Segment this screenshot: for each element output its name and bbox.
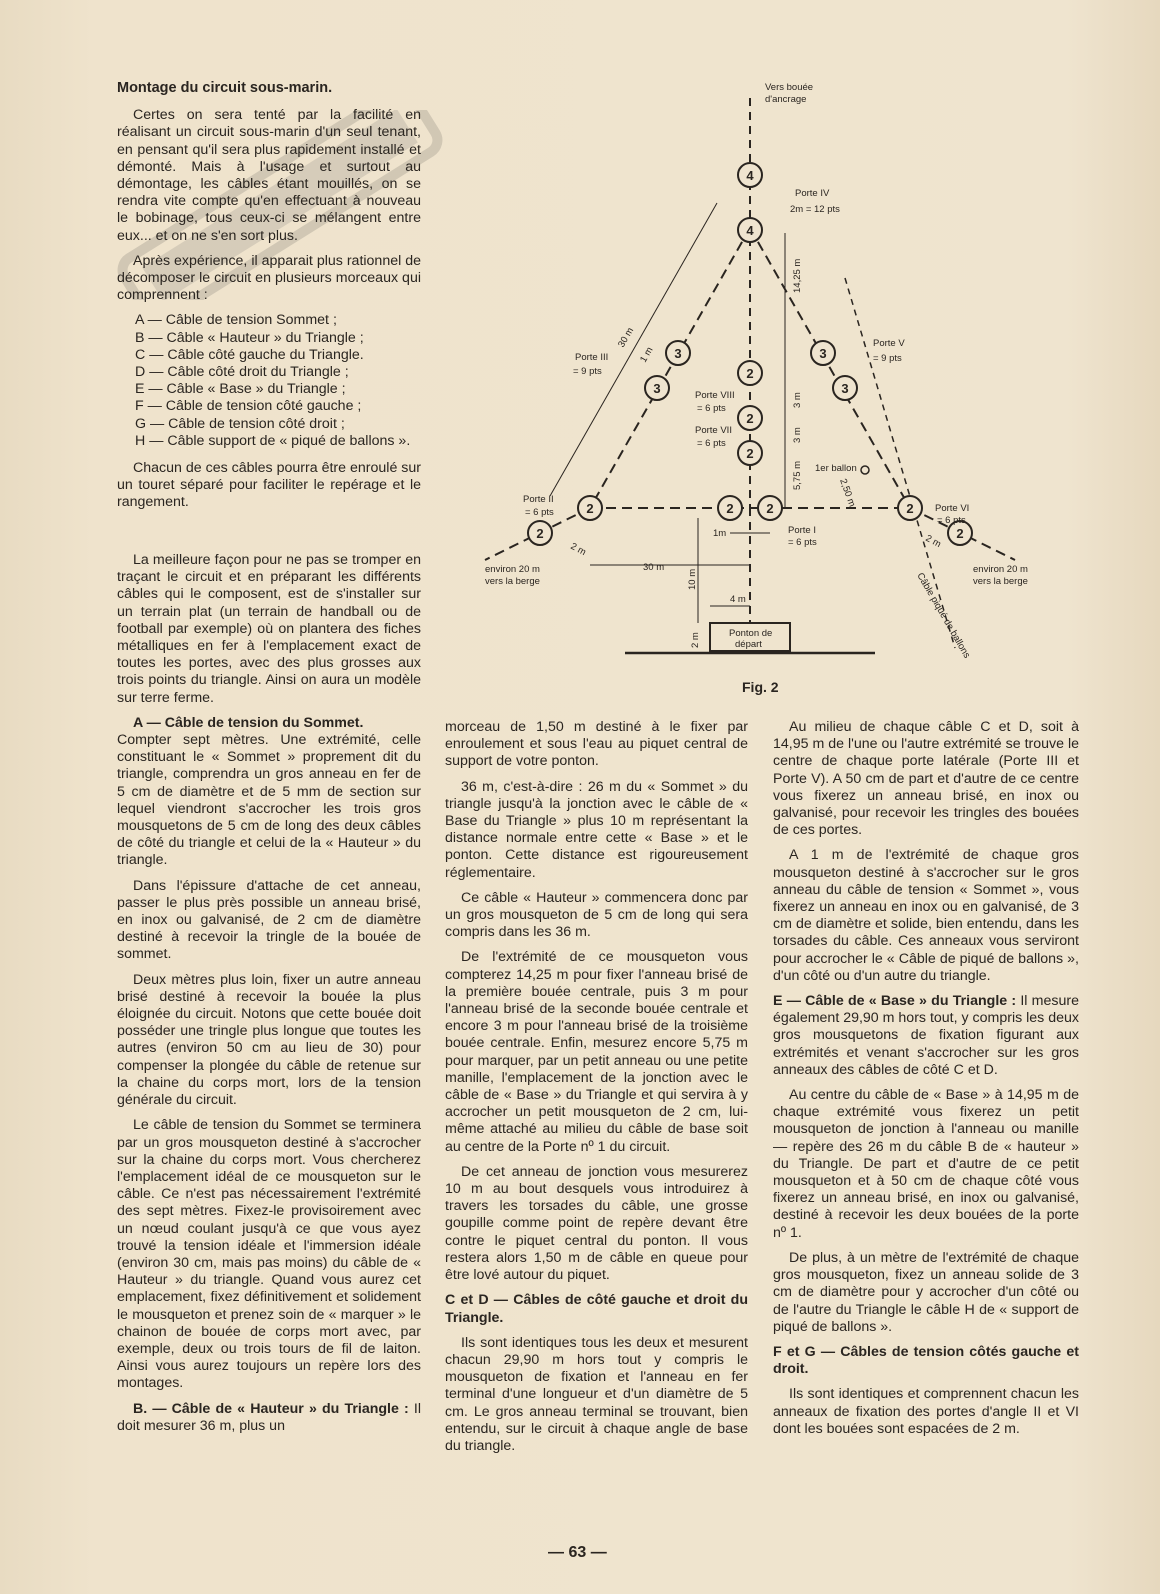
label: 2 m xyxy=(690,632,701,648)
paragraph: Dans l'épissure d'attache de cet anneau, passer le plus près possible un anneau brisé, en inox ou galvanisé, de 2 cm de diamètre destiné à recevoir la tringle de la bouée de sommet. xyxy=(117,877,421,963)
svg-text:3: 3 xyxy=(841,381,849,396)
balloon-cable xyxy=(845,278,955,648)
paragraph: Au centre du câble de « Base » à 14,95 m de chaque extrémité vous fixerez un petit mousqueton de jonction à l'anneau ou manille — repère des 26 m du câble B de « hauteur » du Triangle. De part et d'autre de ce petit mousqueton et à 50 cm de chaque côté vous fixerez un anneau brisé, en inox ou galvanisé, destiné à recevoir les deux bouées de la porte nº 1. xyxy=(773,1087,1079,1241)
paragraph: morceau de 1,50 m destiné à le fixer par enroulement et sous l'eau au piquet central de support de votre ponton. xyxy=(445,719,748,770)
heading-cd: C et D — Câbles de côté gauche et droit du Triangle. xyxy=(445,1292,748,1326)
list-item: C — Câble côté gauche du Triangle. xyxy=(135,346,364,363)
label: 3 m xyxy=(792,427,803,443)
svg-text:2: 2 xyxy=(746,411,754,426)
svg-text:2: 2 xyxy=(746,446,754,461)
buoy xyxy=(578,496,602,520)
label: 2 m xyxy=(568,540,588,559)
label: 1m xyxy=(713,528,727,539)
label: 2,50 m xyxy=(837,477,858,509)
label: vers la berge xyxy=(485,576,540,587)
paragraph: Ce câble « Hauteur » commencera donc par un gros mousqueton de 5 cm de long qui sera compris dans les 36 m. xyxy=(445,889,748,941)
label: 5,75 m xyxy=(792,460,803,490)
paragraph: Après expérience, il apparait plus rationnel de décomposer le circuit en plusieurs morceaux qui comprennent : xyxy=(117,252,421,304)
paragraph: De cet anneau de jonction vous mesurerez 10 m au bout desquels vous introduirez à travers les torsades du câble, une grosse goupille comme point de repère devant être contre le piquet central du ponton. Il vous restera alors 1,50 m de câble en queue pour être lové autour du piquet. xyxy=(445,1163,748,1284)
column-3 xyxy=(773,719,1079,1446)
svg-text:4: 4 xyxy=(746,168,754,183)
list-item: F — Câble de tension côté gauche ; xyxy=(135,398,362,415)
label: environ 20 m xyxy=(485,564,540,575)
label: départ xyxy=(735,639,762,650)
buoy xyxy=(738,361,762,385)
label: Porte I xyxy=(788,525,816,536)
buoy xyxy=(738,218,762,242)
buoy xyxy=(738,441,762,465)
paragraph-e xyxy=(773,993,1079,1079)
paragraph-b xyxy=(117,1401,421,1435)
label: = 6 pts xyxy=(937,515,966,526)
label: = 6 pts xyxy=(788,537,817,548)
buoy xyxy=(833,376,857,400)
paragraph: La meilleure façon pour ne pas se tromper en traçant le circuit et en préparant les différents câbles qui le composent, est de s'installer sur un terrain plat (un terrain de handball ou de football par exemple) où on plantera des fiches métalliques en fer à l'emplacement exact de toutes les portes, avec des plus grosses aux trois points du triangle. Ainsi on aura un modèle sur terre ferme. xyxy=(117,552,421,706)
label: 3 m xyxy=(792,392,803,408)
list-item: B — Câble « Hauteur » du Triangle ; xyxy=(135,329,364,346)
paragraph: Ils sont identiques tous les deux et mesurent chacun 29,90 m hors tout y compris le mousqueton de fixation et l'anneau en fer terminal d'une longueur et d'un diamètre de 5 cm. Le gros anneau terminal se trouvant, bien entendu, sur le circuit à chaque angle de base du triangle. xyxy=(445,1334,748,1454)
list-item: G — Câble de tension côté droit ; xyxy=(135,415,345,432)
page-number: — 63 — xyxy=(548,1544,607,1561)
paragraph: Certes on sera tenté par la facilité en réalisant un circuit sous-marin d'un seul tenant, en pensant qu'il sera plus rapidement installé et démonté. Mais à l'usage et surtout au démontage, les câbles étant mouillés, on se rendra vite compte qu'en effectuant à nouveau le bobinage, tous ceux-ci se mélangent entre eux... et on ne s'en sort plus. xyxy=(117,107,421,244)
label: = 6 pts xyxy=(525,507,554,518)
left-side-cable xyxy=(590,228,750,508)
svg-text:2: 2 xyxy=(906,501,914,516)
label: Vers bouée xyxy=(765,82,814,93)
list-item: E — Câble « Base » du Triangle ; xyxy=(135,381,346,398)
label: environ 20 m xyxy=(973,564,1028,575)
svg-text:2: 2 xyxy=(536,526,544,541)
label: vers la berge xyxy=(973,576,1028,587)
paragraph: Chacun de ces câbles pourra être enroulé sur un touret séparé pour faciliter le repérage et le rangement. xyxy=(117,460,421,511)
label: Porte IV xyxy=(795,188,830,199)
label: Porte III xyxy=(575,352,609,363)
balloon-marker xyxy=(861,466,869,474)
column-1 xyxy=(117,80,421,520)
paragraph: Deux mètres plus loin, fixer un autre anneau brisé destiné à recevoir la bouée la plus éloignée du circuit. Notons que cette bouée doit posséder une tringle plus longue que toutes les autres (environ 50 cm au lieu de 30) pour compenser la plongée du câble de retenue sur la chaine du corps mort, lors de la tension générale du circuit. xyxy=(117,971,421,1109)
svg-text:2: 2 xyxy=(586,501,594,516)
paragraph: De l'extrémité de ce mousqueton vous compterez 14,25 m pour fixer l'anneau brisé de la première bouée centrale, puis 3 m pour l'anneau brisé de la seconde bouée centrale et encore 3 m pour l'anneau brisé de la troisième bouée centrale. Enfin, mesurez encore 5,75 m pour marquer, par un petit anneau ou une petite manille, l'emplacement de la jonction avec le câble de « Base » du Triangle et qui servira à y accrocher un petit mousqueton de 2 cm, lui-même attaché au milieu du câble de base soit au centre de la Porte nº 1 du circuit. xyxy=(445,949,748,1155)
paragraph: A 1 m de l'extrémité de chaque gros mousqueton destiné à s'accrocher sur le gros anneau du câble de tension « Sommet », vous fixerez un anneau en inox ou en galvanisé, de 3 cm de diamètre et solide, bien entendu, dans les torsades du câble. Ces anneaux vous serviront pour accrocher le « Câble de piqué de ballons », d'un côté ou d'un autre du triangle. xyxy=(773,847,1079,984)
label: 4 m xyxy=(730,594,746,605)
circuit-diagram xyxy=(455,78,1095,698)
svg-text:2: 2 xyxy=(956,526,964,541)
buoy xyxy=(528,521,552,545)
label: 14,25 m xyxy=(792,258,803,293)
figure-caption: Fig. 2 xyxy=(742,679,779,695)
heading-a: A — Câble de tension du Sommet. xyxy=(133,714,364,731)
label: 1 m xyxy=(638,345,656,365)
label: 2m = 12 pts xyxy=(790,204,840,215)
buoy xyxy=(811,341,835,365)
section-title: Montage du circuit sous-marin. xyxy=(117,80,333,96)
paragraph: Compter sept mètres. Une extrémité, celle constituant le « Sommet » proprement dit du triangle, comprendra un gros anneau en fer de 5 cm de diamètre et de 5 mm de section sur lequel viendront s'accrocher les trois gros mousquetons de 5 cm de long des deux câbles de côté du triangle et celui de la « Hauteur » du triangle. xyxy=(117,732,421,869)
list-item: D — Câble côté droit du Triangle ; xyxy=(135,364,349,381)
buoy xyxy=(666,341,690,365)
label: = 9 pts xyxy=(573,366,602,377)
label: Porte VIII xyxy=(695,390,735,401)
dimension-line xyxy=(550,203,717,496)
svg-text:2: 2 xyxy=(746,366,754,381)
paragraph: De plus, à un mètre de l'extrémité de chaque gros mousqueton, fixez un anneau solide de 3 cm de diamètre pour y accrocher d'un côté ou de l'autre du Triangle le câble H de « support de piqué de ballons ». xyxy=(773,1249,1079,1335)
label: Porte II xyxy=(523,494,554,505)
buoy xyxy=(898,496,922,520)
list-item: H — Câble support de « piqué de ballons ». xyxy=(135,432,411,449)
svg-text:3: 3 xyxy=(674,346,682,361)
label: Porte VI xyxy=(935,503,970,514)
column-1-lower xyxy=(117,552,421,1443)
svg-text:4: 4 xyxy=(746,223,754,238)
label: 2 m xyxy=(923,532,943,551)
buoy xyxy=(738,406,762,430)
label: = 9 pts xyxy=(873,353,902,364)
svg-text:3: 3 xyxy=(653,381,661,396)
paragraph: Le câble de tension du Sommet se terminera par un gros mousqueton destiné à s'accrocher sur la chaine du corps mort. Vous chercherez l'emplacement idéal de ce mousqueton sur le câble. Ce n'est pas nécessairement l'extrémité des sept mètres. Fixez-le provisoirement avec un nœud coulant jusqu'à ce que vous ayez trouvé la tension idéale et l'immersion idéale (environ 30 cm, mais pas moins) du câble de « Hauteur » du triangle. Quand vous aurez cet emplacement, fixez définitivement et solidement le mousqueton et prenez soin de « marquer » le chainon de bouée de corps mort avec, par exemple, deux ou trois tours de fil de laiton. Ainsi vous aurez toujours un repère lors des montages. xyxy=(117,1117,421,1392)
heading-fg: F et G — Câbles de tension côtés gauche et droit. xyxy=(773,1343,1079,1378)
label: Ponton de xyxy=(729,628,773,639)
label: Porte VII xyxy=(695,425,732,436)
buoy xyxy=(645,376,669,400)
paragraph: Au milieu de chaque câble C et D, soit à 14,95 m de l'une ou l'autre extrémité se trouve le centre de chaque porte latérale (Porte III et Porte V). A 50 cm de part et d'autre de ce centre vous fixerez un anneau brisé, en inox ou galvanisé, pour recevoir les tringles des bouées de ces portes. xyxy=(773,719,1079,839)
buoy xyxy=(758,496,782,520)
label: Porte V xyxy=(873,338,905,349)
label: 1er ballon xyxy=(815,463,857,474)
svg-text:2: 2 xyxy=(726,501,734,516)
paragraph: Ils sont identiques et comprennent chacun les anneaux de fixation des portes d'angle II et VI dont les bouées sont espacées de 2 m. xyxy=(773,1386,1079,1437)
paragraph-text: Il doit mesurer 36 m, plus un xyxy=(117,1400,421,1434)
section-heading-a xyxy=(117,715,421,732)
paragraph-text: Il mesure également 29,90 m hors tout, y compris les deux gros mousquetons de fixation figurant aux extrémités et venant s'accrocher sur les gros anneaux des câbles de côté C et D. xyxy=(773,993,1079,1078)
label: 10 m xyxy=(687,568,698,590)
paragraph: 36 m, c'est-à-dire : 26 m du « Sommet » du triangle jusqu'à la jonction avec le câble de « Base du Triangle » plus 10 m représentant la distance normale entre cette « Base » et le ponton. Cette distance est rigoureusement réglementaire. xyxy=(445,778,748,881)
buoy xyxy=(718,496,742,520)
list-item: A — Câble de tension Sommet ; xyxy=(135,312,337,329)
column-2 xyxy=(445,719,748,1463)
svg-text:3: 3 xyxy=(819,346,827,361)
label: = 6 pts xyxy=(697,438,726,449)
cable-list xyxy=(117,312,421,450)
label: d'ancrage xyxy=(765,94,807,105)
label: 30 m xyxy=(643,562,665,573)
label: 30 m xyxy=(616,325,637,350)
label: = 6 pts xyxy=(697,403,726,414)
label: Câble piqué de ballons xyxy=(914,571,973,661)
heading-b: B. — Câble de « Hauteur » du Triangle : xyxy=(133,1400,409,1417)
heading-e: E — Câble de « Base » du Triangle : xyxy=(773,993,1017,1010)
svg-text:2: 2 xyxy=(766,501,774,516)
buoy xyxy=(738,163,762,187)
